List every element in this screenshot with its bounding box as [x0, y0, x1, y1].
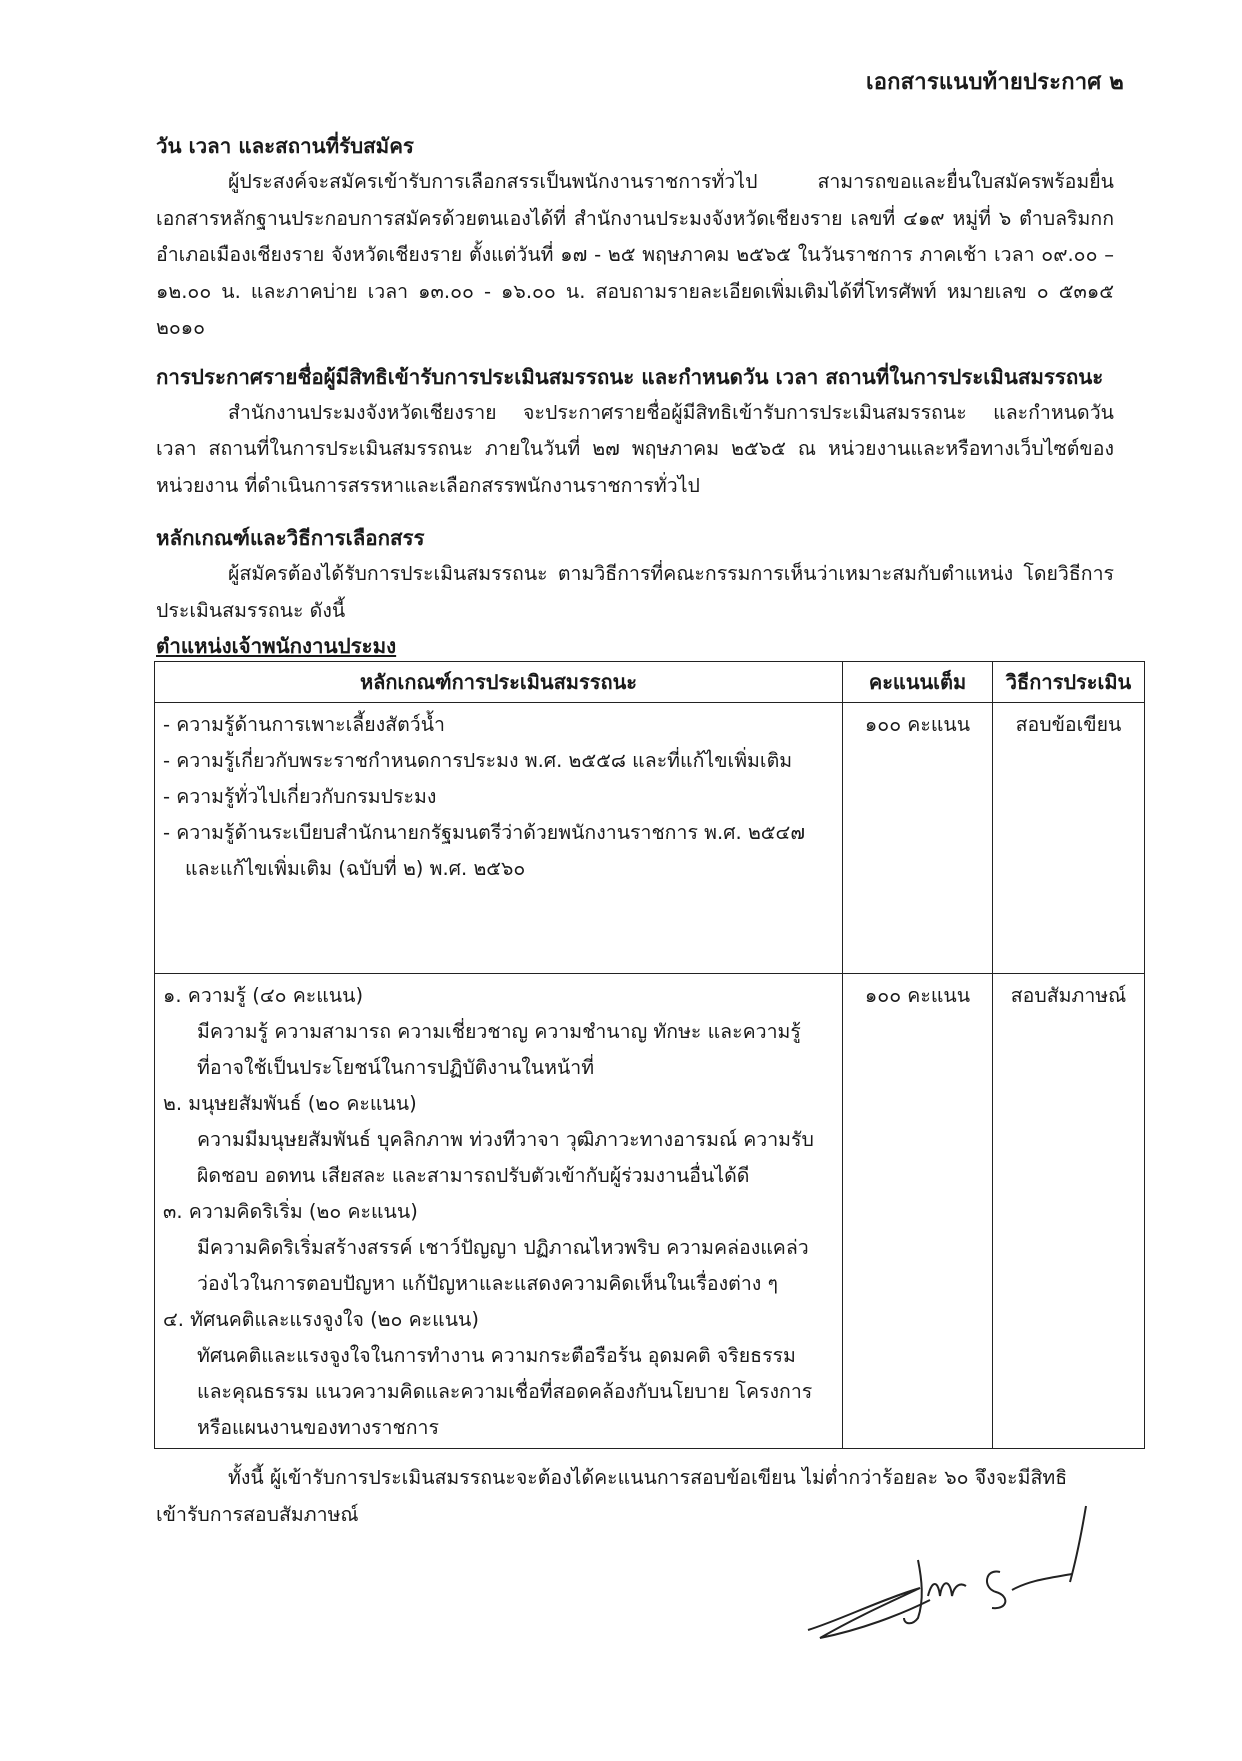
application-paragraph: [156, 164, 1114, 347]
written-item: - ความรู้ด้านระเบียบสำนักนายกรัฐมนตรีว่าด้วยพนักงานราชการ พ.ศ. ๒๕๔๗: [163, 821, 805, 844]
interview-group-line: มีความรู้ ความสามารถ ความเชี่ยวชาญ ความชำนาญ ทักษะ และความรู้: [197, 1020, 801, 1043]
criteria-line: ประเมินสมรรถนะ ดังนี้: [156, 598, 346, 622]
position-title: ตำแหน่งเจ้าพนักงานประมง: [156, 634, 397, 658]
criteria-paragraph: [156, 556, 1114, 629]
application-section: [156, 128, 1114, 347]
document-reference: เอกสารแนบท้ายประกาศ ๒: [866, 70, 1124, 95]
announcement-line: หน่วยงาน ที่ดำเนินการสรรหาและเลือกสรรพนักงานราชการทั่วไป: [156, 473, 700, 497]
criteria-line: ผู้สมัครต้องได้รับการประเมินสมรรถนะ ตามวิธีการที่คณะกรรมการเห็นว่าเหมาะสมกับตำแหน่ง โดยวิธีการ: [228, 562, 1114, 585]
written-score: ๑๐๐ คะแนน: [843, 703, 993, 974]
interview-criteria-cell: [155, 974, 843, 1449]
interview-group-title: ๒. มนุษยสัมพันธ์ (๒๐ คะแนน): [163, 1092, 417, 1115]
interview-score: ๑๐๐ คะแนน: [843, 974, 993, 1449]
written-item: - ความรู้ทั่วไปเกี่ยวกับกรมประมง: [163, 785, 437, 808]
announcement-section: [156, 359, 1114, 505]
criteria-heading: หลักเกณฑ์และวิธีการเลือกสรร: [156, 526, 425, 550]
interview-group-title: ๑. ความรู้ (๔๐ คะแนน): [163, 984, 364, 1007]
interview-group-line: ว่องไวในการตอบปัญหา แก้ปัญหาและแสดงความคิดเห็นในเรื่องต่าง ๆ: [197, 1272, 778, 1295]
interview-group-line: ทัศนคติและแรงจูงใจในการทำงาน ความกระตือรือร้น อุดมคติ จริยธรรม: [197, 1344, 796, 1367]
interview-group-line: ที่อาจใช้เป็นประโยชน์ในการปฏิบัติงานในหน้าที่: [197, 1056, 595, 1079]
footer-line: เข้ารับการสอบสัมภาษณ์: [156, 1503, 359, 1526]
application-line: ผู้ประสงค์จะสมัครเข้ารับการเลือกสรรเป็นพนักงานราชการทั่วไป สามารถขอและยื่นใบสมัครพร้อมยื่น: [228, 170, 1114, 193]
written-item-continuation: และแก้ไขเพิ่มเติม (ฉบับที่ ๒) พ.ศ. ๒๕๖๐: [185, 857, 526, 880]
application-line: เอกสารหลักฐานประกอบการสมัครด้วยตนเองได้ที่ สำนักงานประมงจังหวัดเชียงราย เลขที่ ๔๑๙ หมู่ที่ ๖ ตำบลริมกก: [156, 206, 1114, 230]
header-score: คะแนนเต็ม: [843, 662, 993, 703]
table-row-written-exam: [155, 703, 1145, 974]
interview-group-title: ๓. ความคิดริเริ่ม (๒๐ คะแนน): [163, 1200, 418, 1223]
footer-line: ทั้งนี้ ผู้เข้ารับการประเมินสมรรถนะจะต้องได้คะแนนการสอบข้อเขียน ไม่ต่ำกว่าร้อยละ ๖๐ จึงจะมีสิทธิ: [228, 1466, 1068, 1489]
criteria-section: [156, 520, 1132, 1449]
application-line: อำเภอเมืองเชียงราย จังหวัดเชียงราย ตั้งแต่วันที่ ๑๗ - ๒๕ พฤษภาคม ๒๕๖๕ ในวันราชการ ภาคเช้า เวลา: [156, 243, 1035, 266]
interview-group-line: มีความคิดริเริ่มสร้างสรรค์ เชาว์ปัญญา ปฏิภาณไหวพริบ ความคล่องแคล่ว: [197, 1236, 809, 1259]
table-row-interview: [155, 974, 1145, 1449]
header-criteria: หลักเกณฑ์การประเมินสมรรถนะ: [155, 662, 843, 703]
written-criteria-cell: [155, 703, 843, 974]
written-item: - ความรู้เกี่ยวกับพระราชกำหนดการประมง พ.ศ. ๒๕๕๘ และที่แก้ไขเพิ่มเติม: [163, 749, 793, 772]
interview-group-line: ผิดชอบ อดทน เสียสละ และสามารถปรับตัวเข้ากับผู้ร่วมงานอื่นได้ดี: [197, 1164, 750, 1187]
announcement-line: เวลา สถานที่ในการประเมินสมรรถนะ ภายในวันที่ ๒๗ พฤษภาคม ๒๕๖๕ ณ หน่วยงานและหรือทางเว็บไซต์ของ: [156, 437, 1114, 460]
announcement-heading: การประกาศรายชื่อผู้มีสิทธิเข้ารับการประเมินสมรรถนะ และกำหนดวัน เวลา สถานที่ในการประเมินสมรรถนะ: [156, 364, 1104, 389]
announcement-line: สำนักงานประมงจังหวัดเชียงราย จะประกาศรายชื่อผู้มีสิทธิเข้ารับการประเมินสมรรถนะ และกำหนดวัน: [228, 400, 1114, 424]
interview-group-title: ๔. ทัศนคติและแรงจูงใจ (๒๐ คะแนน): [163, 1308, 479, 1331]
application-heading: วัน เวลา และสถานที่รับสมัคร: [156, 134, 414, 158]
header-method: วิธีการประเมิน: [993, 662, 1145, 703]
handwritten-signature-icon: [800, 1500, 1130, 1650]
interview-method: สอบสัมภาษณ์: [993, 974, 1145, 1449]
written-item: - ความรู้ด้านการเพาะเลี้ยงสัตว์น้ำ: [163, 713, 445, 736]
written-method: สอบข้อเขียน: [993, 703, 1145, 974]
table-header-row: [155, 662, 1145, 703]
document-body: [156, 128, 1132, 1533]
application-line: หมายเลข ๐ ๕๓๑๕ ๒๐๑๐: [156, 279, 1114, 339]
announcement-paragraph: [156, 395, 1114, 505]
interview-group-line: หรือแผนงานของทางราชการ: [197, 1416, 439, 1439]
application-line: ๐๙.๐๐ – ๑๒.๐๐ น. และภาคบ่าย เวลา ๑๓.๐๐ - ๑๖.๐๐ น. สอบถามรายละเอียดเพิ่มเติมได้ที่โทรศัพท์: [156, 243, 1114, 303]
assessment-table: [154, 661, 1145, 1449]
interview-group-line: และคุณธรรม แนวความคิดและความเชื่อที่สอดคล้องกับนโยบาย โครงการ: [197, 1380, 813, 1403]
interview-group-line: ความมีมนุษยสัมพันธ์ บุคลิกภาพ ท่วงทีวาจา วุฒิภาวะทางอารมณ์ ความรับ: [197, 1128, 814, 1151]
